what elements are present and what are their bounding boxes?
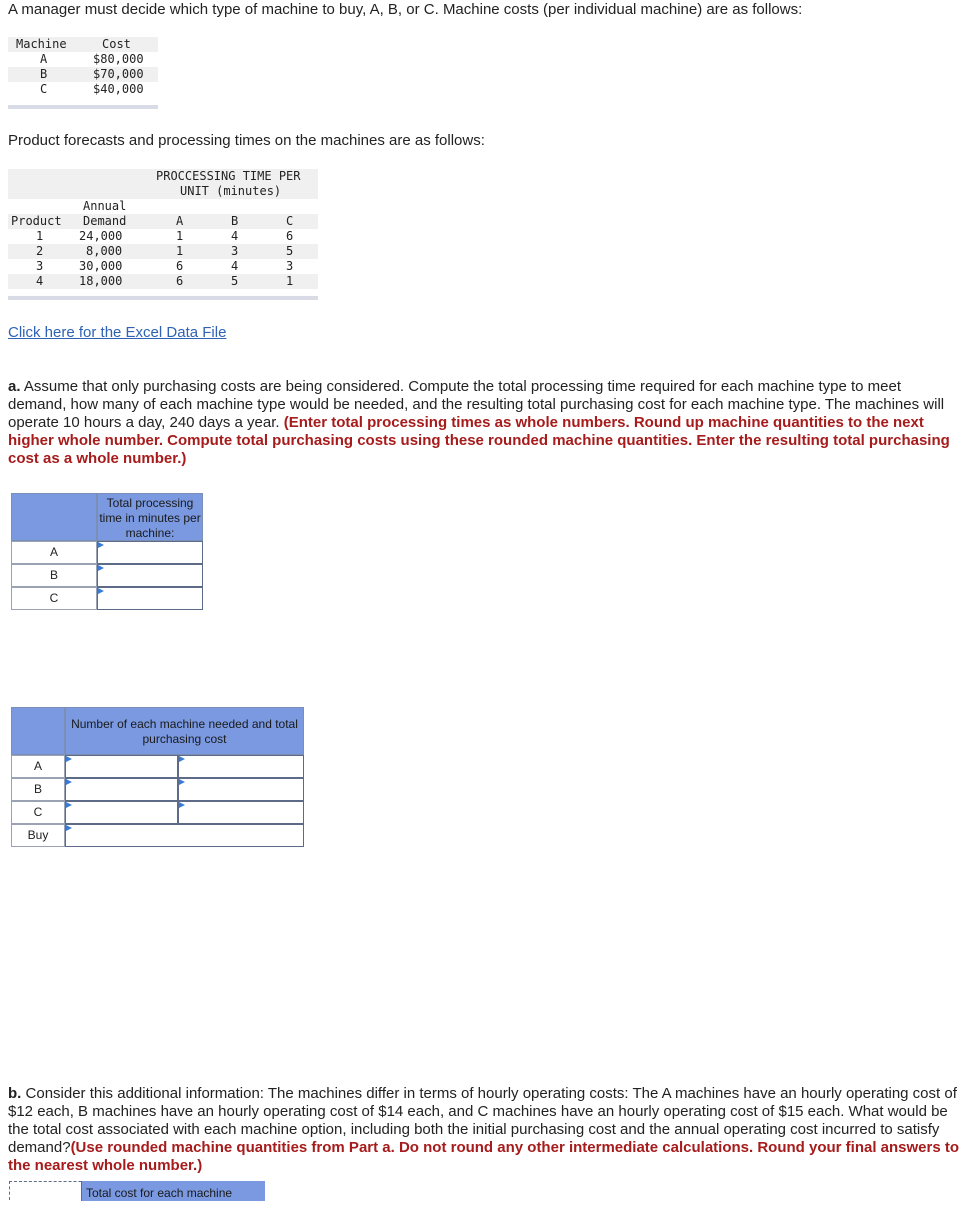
annual-label: Annual (83, 199, 127, 213)
time-b-cell: 5 (231, 274, 239, 288)
time-c-cell: 3 (286, 259, 294, 273)
time-c-cell: 5 (286, 244, 294, 258)
part-a-body: Assume that only purchasing costs are being considered. Compute the total processing time required for each machine type to meet demand, how many of each machine type would be needed, and the resulting total purchasing cost for each machine type. The machines will operate 10 hours a day, 240 days a year. (8, 378, 945, 431)
intro-text: A manager must decide which type of machine to buy, A, B, or C. Machine costs (per individual machine) are as follows: (8, 1, 803, 18)
table-rule (8, 296, 318, 300)
processing-time-input-b[interactable] (97, 564, 203, 587)
excel-data-link[interactable]: Click here for the Excel Data File (8, 324, 227, 341)
machines-needed-input-b[interactable] (65, 778, 178, 801)
table1-row-label: C (11, 587, 97, 610)
cost-value: $70,000 (93, 67, 144, 81)
table1-row-label: A (11, 541, 97, 564)
part-b-body: Consider this additional information: The machines differ in terms of hourly operating costs: The A machines have an hourly operating cost of $12 each, B machines have an hourly operating cost of $14 each, and C machines have an hourly operating cost of $15 each. What would be the total cost associated with each machine option, including both the initial purchasing cost and the annual operating cost incurred to satisfy demand? (8, 1085, 957, 1156)
processing-time-input-c[interactable] (97, 587, 203, 610)
group-header: PROCCESSING TIME PER (156, 169, 301, 183)
cost-machine: B (40, 67, 48, 81)
part-a-text (8, 378, 960, 468)
part-a-label: a. (8, 378, 21, 395)
table2-row-label: C (11, 801, 65, 824)
time-c-cell: 1 (286, 274, 294, 288)
table2-row-label: A (11, 755, 65, 778)
purchasing-cost-input-a[interactable] (178, 755, 304, 778)
cost-machine: A (40, 52, 48, 66)
header-c: C (286, 214, 294, 228)
group-header: UNIT (minutes) (180, 184, 282, 198)
table-rule (8, 105, 158, 109)
table2-header: Number of each machine needed and total purchasing cost (65, 707, 304, 755)
cost-table (8, 37, 158, 110)
demand-cell: 24,000 (79, 229, 123, 243)
time-b-cell: 4 (231, 259, 239, 273)
purchasing-cost-input-b[interactable] (178, 778, 304, 801)
machines-needed-input-a[interactable] (65, 755, 178, 778)
cost-value: $40,000 (93, 82, 144, 96)
product-cell: 4 (36, 274, 44, 288)
part-b-text (8, 1085, 960, 1175)
machines-needed-input-c[interactable] (65, 801, 178, 824)
part-b-instruction: (Use rounded machine quantities from Part a. Do not round any other intermediate calculations. Round your final answers to the nearest whole number.) (8, 1139, 960, 1174)
header-a: A (176, 214, 184, 228)
table3-header: Total cost for each machine (81, 1181, 265, 1201)
processing-time-input-a[interactable] (97, 541, 203, 564)
table2-corner-header (11, 707, 65, 755)
time-b-cell: 4 (231, 229, 239, 243)
demand-cell: 30,000 (79, 259, 123, 273)
time-c-cell: 6 (286, 229, 294, 243)
part-a-instruction: (Enter total processing times as whole numbers. Round up machine quantities to the next higher whole number. Compute total purchasing costs using these rounded machine quantities. Enter the resulting total purchasing cost as a whole number.) (8, 414, 950, 467)
product-cell: 1 (36, 229, 44, 243)
table2-row-label: Buy (11, 824, 65, 847)
product-cell: 2 (36, 244, 44, 258)
cost-header-machine: Machine (16, 37, 67, 51)
buy-input[interactable] (65, 824, 304, 847)
demand-cell: 18,000 (79, 274, 123, 288)
header-product: Product (11, 214, 62, 228)
header-b: B (231, 214, 239, 228)
cost-header-cost: Cost (102, 37, 131, 51)
table2-row-label: B (11, 778, 65, 801)
time-a-cell: 1 (176, 229, 184, 243)
forecast-intro: Product forecasts and processing times on the machines are as follows: (8, 132, 485, 149)
product-cell: 3 (36, 259, 44, 273)
purchasing-cost-input-c[interactable] (178, 801, 304, 824)
header-demand: Demand (83, 214, 127, 228)
time-a-cell: 6 (176, 259, 184, 273)
time-a-cell: 1 (176, 244, 184, 258)
part-b-label: b. (8, 1085, 22, 1102)
demand-cell: 8,000 (86, 244, 123, 258)
table1-row-label: B (11, 564, 97, 587)
time-b-cell: 3 (231, 244, 239, 258)
table1-header: Total processing time in minutes per machine: (97, 493, 203, 541)
cost-value: $80,000 (93, 52, 144, 66)
table1-corner-header (11, 493, 97, 541)
cost-machine: C (40, 82, 48, 96)
time-a-cell: 6 (176, 274, 184, 288)
forecast-table (8, 169, 318, 301)
total-cost-table (9, 1181, 265, 1200)
